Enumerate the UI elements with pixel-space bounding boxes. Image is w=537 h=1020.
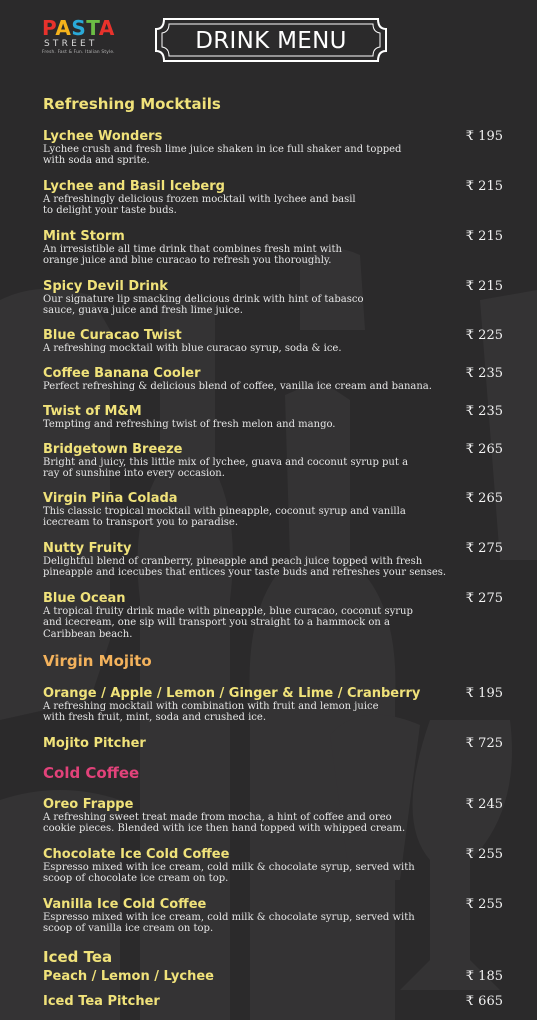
menu-item-name: Lychee Wonders <box>43 129 163 144</box>
menu-item-description: A tropical fruity drink made with pineapple, blue curacao, coconut syrup and icecream, one sip will transport you straight to a hammock on a Caribbean beach. <box>43 606 413 640</box>
menu-item <box>43 404 503 430</box>
menu-item-price: ₹ 255 <box>465 847 503 862</box>
menu-item-price: ₹ 255 <box>465 897 503 912</box>
menu-item-description: Bright and juicy, this little mix of lychee, guava and coconut syrup put a ray of sunshine into every occasion. <box>43 457 409 480</box>
menu-item <box>43 797 503 835</box>
menu-item-price: ₹ 665 <box>465 994 503 1009</box>
menu-item-description: An irresistible all time drink that combines fresh mint with orange juice and blue curacao to refresh you thoroughly. <box>43 244 342 267</box>
menu-item-price: ₹ 225 <box>465 328 503 343</box>
menu-item-price: ₹ 195 <box>465 686 503 701</box>
logo-letter: T <box>86 16 99 40</box>
logo-letter: A <box>55 16 72 40</box>
menu-item-price: ₹ 185 <box>465 969 503 984</box>
menu-item-name: Virgin Piña Colada <box>43 491 178 506</box>
menu-item <box>43 279 503 317</box>
menu-item-name: Bridgetown Breeze <box>43 442 183 457</box>
menu-item-price: ₹ 265 <box>465 491 503 506</box>
menu-item-name: Lychee and Basil Iceberg <box>43 179 225 194</box>
menu-item-description: Lychee crush and fresh lime juice shaken in ice full shaker and topped with soda and sprite. <box>43 144 402 167</box>
menu-item-price: ₹ 235 <box>465 404 503 419</box>
menu-item-price: ₹ 265 <box>465 442 503 457</box>
menu-item-name: Chocolate Ice Cold Coffee <box>43 847 230 862</box>
menu-item-name: Iced Tea Pitcher <box>43 994 160 1009</box>
menu-item-price: ₹ 725 <box>465 736 503 751</box>
menu-item-name: Peach / Lemon / Lychee <box>43 969 214 984</box>
menu-item-name: Oreo Frappe <box>43 797 134 812</box>
menu-item-price: ₹ 275 <box>465 591 503 606</box>
menu-item-name: Orange / Apple / Lemon / Ginger & Lime / Cranberry <box>43 686 421 701</box>
menu-item <box>43 994 503 1009</box>
section-title-cold-coffee: Cold Coffee <box>43 764 140 782</box>
section-title-refreshing-mocktails: Refreshing Mocktails <box>43 95 221 113</box>
menu-item-description: A refreshing sweet treat made from mocha, a hint of coffee and oreo cookie pieces. Blended with ice then hand topped with whipped cream. <box>43 812 406 835</box>
page-title: DRINK MENU <box>195 28 347 54</box>
menu-item-description: Espresso mixed with ice cream, cold milk & chocolate syrup, served with scoop of vanilla ice cream on top. <box>43 912 415 935</box>
logo-tagline: Fresh. Fast & Fun. Italian Style. <box>42 50 115 55</box>
menu-item <box>43 442 503 480</box>
logo-letter: S <box>71 16 87 40</box>
menu-item-price: ₹ 245 <box>465 797 503 812</box>
menu-item <box>43 491 503 529</box>
menu-item-name: Mint Storm <box>43 229 125 244</box>
menu-item-price: ₹ 275 <box>465 541 503 556</box>
section-title-virgin-mojito: Virgin Mojito <box>43 652 152 670</box>
menu-item <box>43 686 503 724</box>
menu-item-name: Vanilla Ice Cold Coffee <box>43 897 207 912</box>
menu-item <box>43 541 503 579</box>
menu-item-price: ₹ 215 <box>465 179 503 194</box>
menu-item <box>43 969 503 984</box>
menu-item-description: Delightful blend of cranberry, pineapple and peach juice topped with fresh pineapple and icecubes that entices your taste buds and refreshes your senses. <box>43 556 447 579</box>
menu-item <box>43 897 503 935</box>
section-title-iced-tea: Iced Tea <box>43 948 113 966</box>
menu-item-description: Espresso mixed with ice cream, cold milk & chocolate syrup, served with scoop of chocolate ice cream on top. <box>43 862 415 885</box>
menu-item <box>43 229 503 267</box>
logo-letter: P <box>42 16 56 40</box>
menu-item-description: Tempting and refreshing twist of fresh melon and mango. <box>43 419 336 430</box>
menu-item <box>43 366 503 392</box>
menu-item-name: Coffee Banana Cooler <box>43 366 201 381</box>
menu-item <box>43 736 503 751</box>
menu-item <box>43 847 503 885</box>
menu-item-name: Nutty Fruity <box>43 541 132 556</box>
logo-letter: A <box>98 16 115 40</box>
menu-item-price: ₹ 215 <box>465 229 503 244</box>
menu-item <box>43 179 503 217</box>
menu-item <box>43 129 503 167</box>
menu-item-description: Our signature lip smacking delicious drink with hint of tabasco sauce, guava juice and fresh lime juice. <box>43 294 364 317</box>
menu-item-description: This classic tropical mocktail with pineapple, coconut syrup and vanilla icecream to transport you to paradise. <box>43 506 406 529</box>
menu-item-price: ₹ 195 <box>465 129 503 144</box>
menu-item-price: ₹ 235 <box>465 366 503 381</box>
menu-item-name: Twist of M&M <box>43 404 142 419</box>
menu-item-description: Perfect refreshing & delicious blend of coffee, vanilla ice cream and banana. <box>43 381 432 392</box>
menu-item-name: Blue Ocean <box>43 591 126 606</box>
logo-word-street: STREET <box>44 39 98 49</box>
menu-item-name: Mojito Pitcher <box>43 736 146 751</box>
menu-item-description: A refreshingly delicious frozen mocktail with lychee and basil to delight your taste buds. <box>43 194 356 217</box>
menu-item-name: Blue Curacao Twist <box>43 328 182 343</box>
menu-item-name: Spicy Devil Drink <box>43 279 168 294</box>
menu-item <box>43 591 503 640</box>
menu-item-description: A refreshing mocktail with blue curacao syrup, soda & ice. <box>43 343 342 354</box>
menu-item-description: A refreshing mocktail with combination with fruit and lemon juice with fresh fruit, mint, soda and crushed ice. <box>43 701 379 724</box>
menu-item <box>43 328 503 354</box>
menu-item-price: ₹ 215 <box>465 279 503 294</box>
